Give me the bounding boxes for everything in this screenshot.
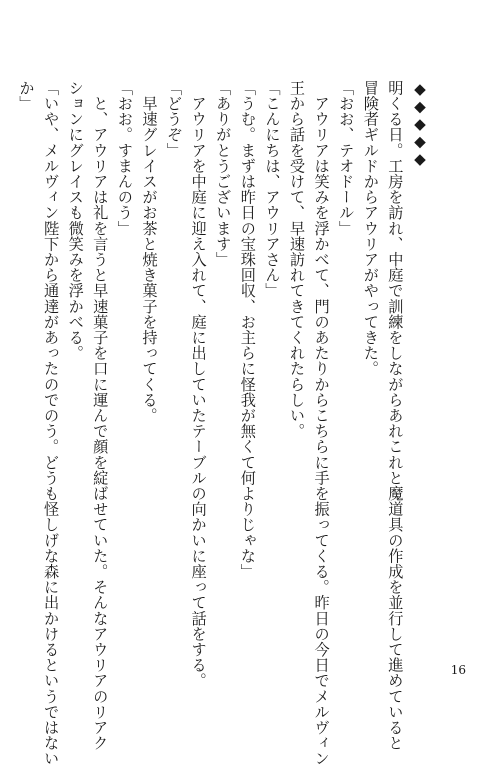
text-line: ションにグレイスも微笑みを浮かべる。	[66, 80, 85, 361]
text-line: 「おお。すまんのう」	[115, 80, 134, 236]
text-line: アウリアを中庭に迎え入れて、庭に出していたテーブルの向かいに座って話をする。	[189, 80, 208, 689]
text-line: 「うむ。まずは昨日の宝珠回収、お主らに怪我が無くて何よりじゃな」	[238, 80, 257, 580]
text-line: 「こんにちは、アウリアさん」	[263, 80, 282, 299]
text-line: 明くる日。工房を訪れ、中庭で訓練をしながらあれこれと魔道具の作成を並行して進めていると	[386, 80, 405, 751]
text-line: アウリアは笑みを浮かべて、門のあたりからこちらに手を振ってくる。昨日の今日でメルヴィン	[312, 80, 331, 766]
page-number: 16	[450, 663, 466, 677]
text-line: 早速グレイスがお茶と焼き菓子を持ってくる。	[140, 80, 159, 424]
text-line: 「ありがとうございます」	[214, 80, 233, 268]
text-line: 王から話を受けて、早速訪れてきてくれたらしい。	[288, 80, 307, 439]
text-line: 「おお、テオドール」	[337, 80, 356, 236]
section-break-ornament: ◆◆◆◆◆	[411, 80, 429, 168]
text-line: か」	[17, 80, 36, 112]
text-line: 「どうぞ」	[165, 80, 184, 158]
text-line: と、アウリアは礼を言うと早速菓子を口に運んで顔を綻ばせていた。そんなアウリアのリアク	[91, 80, 110, 751]
text-line: 冒険者ギルドからアウリアがやってきた。	[361, 80, 380, 377]
text-line: 「いや、メルヴィン陛下から通達があったのでのう。どうも怪しげな森に出かけるというではない	[42, 80, 61, 766]
vertical-text-body	[14, 80, 432, 766]
